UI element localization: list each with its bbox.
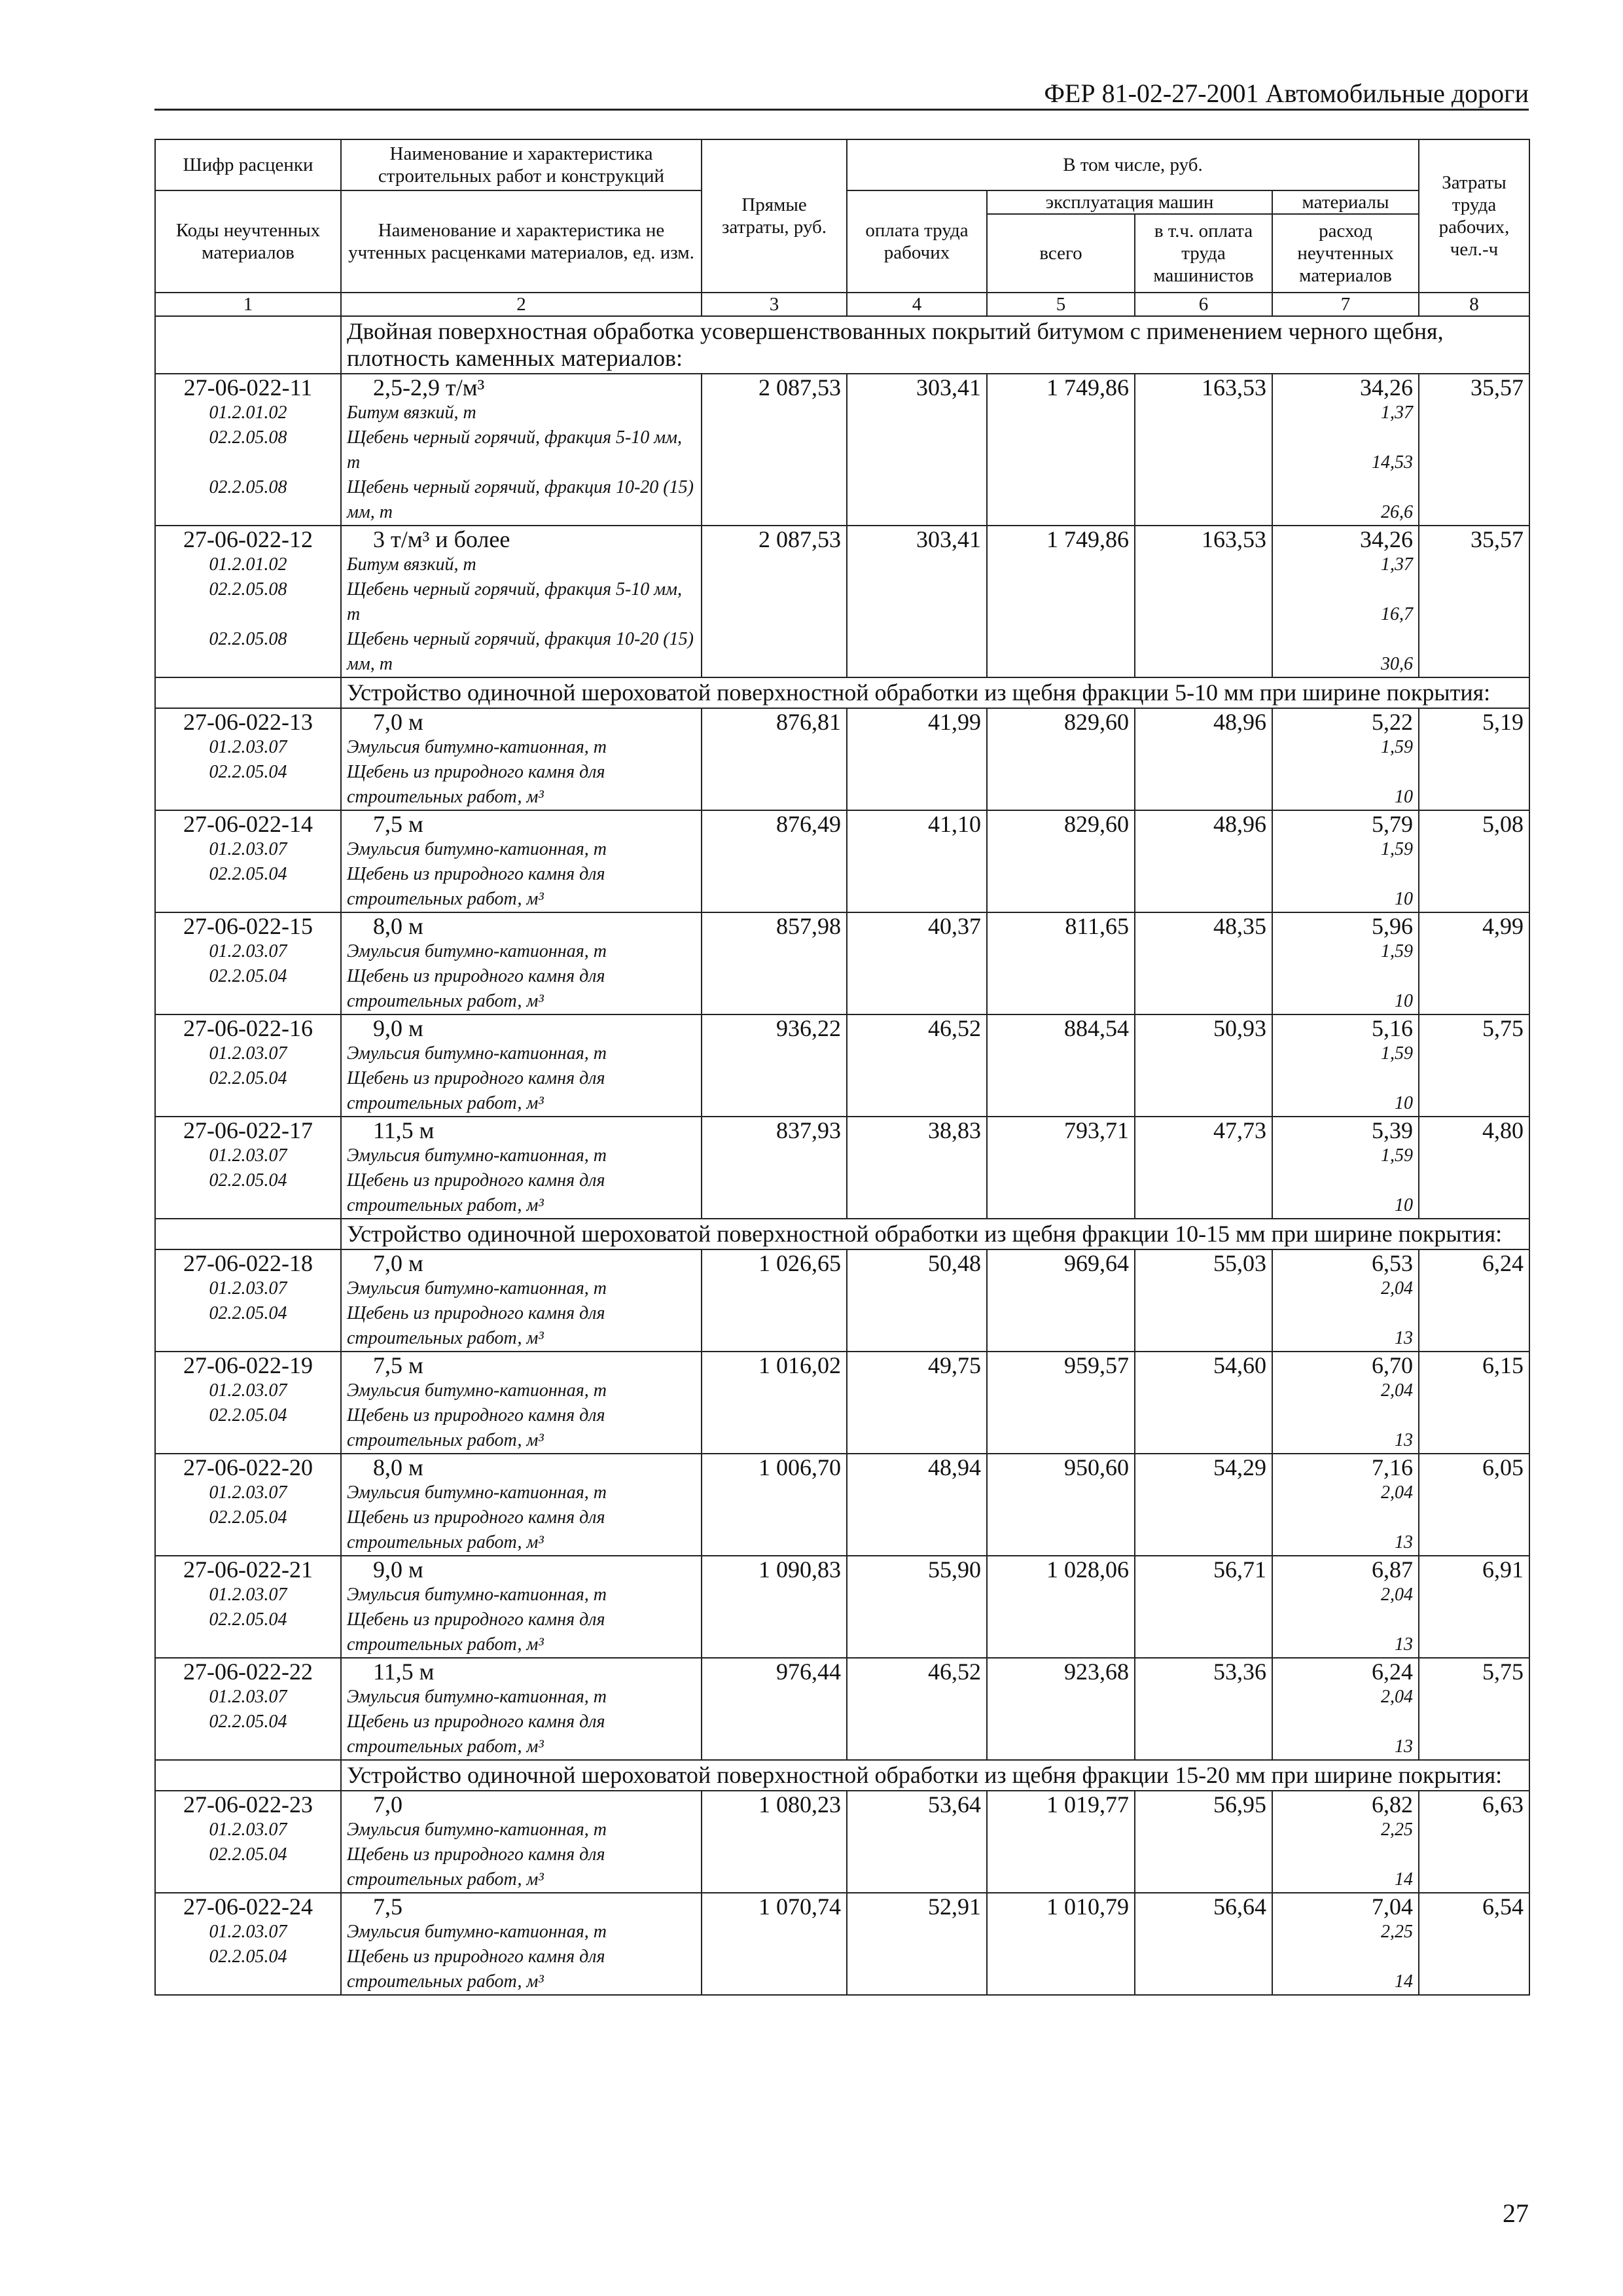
- material-quantity: 13: [1395, 1328, 1413, 1348]
- material-code: 01.2.03.07: [209, 1922, 287, 1942]
- labor-cost: 303,41: [847, 374, 987, 526]
- material-code: 02.2.05.04: [209, 1170, 287, 1191]
- machines-total: 1 749,86: [987, 526, 1135, 677]
- rate-name-cell: [341, 1556, 702, 1658]
- labor-hours: 6,54: [1419, 1893, 1529, 1995]
- machines-labor: 54,60: [1135, 1352, 1272, 1454]
- rate-name-cell: [341, 374, 702, 526]
- material-name: Щебень из природного камня для строительных работ, м³: [347, 1405, 605, 1450]
- material-name: Щебень из природного камня для строительных работ, м³: [347, 1170, 605, 1215]
- material-quantity: 10: [1395, 889, 1413, 909]
- material-quantity: 1,59: [1381, 941, 1413, 961]
- labor-hours: 6,63: [1419, 1791, 1529, 1893]
- material-name: Эмульсия битумно-катионная, т: [347, 1278, 607, 1299]
- material-quantity: 26,6: [1381, 502, 1413, 522]
- labor-cost: 46,52: [847, 1014, 987, 1117]
- material-code: 01.2.03.07: [209, 737, 287, 757]
- materials-cell: [1272, 1352, 1419, 1454]
- material-name: Эмульсия битумно-катионная, т: [347, 1043, 607, 1064]
- material-name: Щебень из природного камня для строительных работ, м³: [347, 966, 605, 1011]
- material-name: Эмульсия битумно-катионная, т: [347, 1922, 607, 1942]
- direct-cost: 876,49: [702, 810, 847, 912]
- material-code: 01.2.03.07: [209, 1482, 287, 1503]
- rate-row: [155, 374, 1529, 526]
- rate-code: 27-06-022-15: [183, 913, 313, 939]
- material-name: Битум вязкий, т: [347, 554, 476, 575]
- direct-cost: 1 006,70: [702, 1454, 847, 1556]
- rate-name-cell: [341, 1014, 702, 1117]
- rate-code-cell: [155, 1454, 341, 1556]
- labor-cost: 303,41: [847, 526, 987, 677]
- rate-row: [155, 1556, 1529, 1658]
- material-name: Эмульсия битумно-катионная, т: [347, 1687, 607, 1707]
- table-body: [155, 316, 1529, 1995]
- direct-cost: 976,44: [702, 1658, 847, 1760]
- section-code-cell: [155, 316, 341, 374]
- rate-row: [155, 1791, 1529, 1893]
- materials-cell: [1272, 810, 1419, 912]
- materials-cost: 5,79: [1372, 811, 1413, 837]
- machines-labor: 48,96: [1135, 810, 1272, 912]
- rate-row: [155, 1352, 1529, 1454]
- materials-cell: [1272, 1658, 1419, 1760]
- material-code: 02.2.05.04: [209, 966, 287, 986]
- rate-name-cell: [341, 1117, 702, 1219]
- rate-name-cell: [341, 1454, 702, 1556]
- material-code: 02.2.05.04: [209, 1844, 287, 1865]
- material-name: Эмульсия битумно-катионная, т: [347, 1585, 607, 1605]
- material-name: Щебень черный горячий, фракция 5-10 мм, т: [347, 579, 683, 624]
- materials-cell: [1272, 1117, 1419, 1219]
- material-name: Эмульсия битумно-катионная, т: [347, 1820, 607, 1840]
- labor-hours: 6,24: [1419, 1249, 1529, 1352]
- rate-code-cell: [155, 1791, 341, 1893]
- materials-cost: 7,04: [1372, 1893, 1413, 1920]
- labor-cost: 46,52: [847, 1658, 987, 1760]
- material-code: 01.2.03.07: [209, 1585, 287, 1605]
- material-quantity: 10: [1395, 1195, 1413, 1215]
- rate-code-cell: [155, 374, 341, 526]
- labor-hours: 5,08: [1419, 810, 1529, 912]
- materials-cell: [1272, 708, 1419, 810]
- material-name: Щебень из природного камня для строительных работ, м³: [347, 1946, 605, 1992]
- rate-row: [155, 1249, 1529, 1352]
- material-quantity: 10: [1395, 1093, 1413, 1113]
- materials-cost: 5,16: [1372, 1015, 1413, 1041]
- material-quantity: 2,04: [1381, 1585, 1413, 1605]
- col-machines-total-header: всего: [987, 214, 1135, 293]
- material-quantity: 13: [1395, 1634, 1413, 1655]
- rate-row: [155, 1454, 1529, 1556]
- rate-name-cell: [341, 810, 702, 912]
- material-quantity: 2,25: [1381, 1820, 1413, 1840]
- material-code: 02.2.05.04: [209, 1068, 287, 1088]
- section-title: Устройство одиночной шероховатой поверхностной обработки из щебня фракции 15-20 мм при ширине покрытия:: [341, 1760, 1529, 1791]
- material-code: 01.2.01.02: [209, 554, 287, 575]
- material-quantity: 1,59: [1381, 1043, 1413, 1064]
- col-labor-cost-header: Затраты труда рабочих, чел.-ч: [1419, 139, 1529, 293]
- material-quantity: 1,59: [1381, 737, 1413, 757]
- labor-cost: 49,75: [847, 1352, 987, 1454]
- material-name: Щебень из природного камня для строительных работ, м³: [347, 1507, 605, 1552]
- col-materials-header: материалы: [1272, 190, 1419, 214]
- material-quantity: 14: [1395, 1869, 1413, 1890]
- material-quantity: 2,04: [1381, 1380, 1413, 1401]
- material-code: 01.2.01.02: [209, 403, 287, 423]
- machines-total: 959,57: [987, 1352, 1135, 1454]
- labor-cost: 55,90: [847, 1556, 987, 1658]
- machines-labor: 48,35: [1135, 912, 1272, 1014]
- section-row: [155, 1760, 1529, 1791]
- labor-hours: 5,75: [1419, 1014, 1529, 1117]
- rate-code: 27-06-022-22: [183, 1659, 313, 1685]
- material-quantity: 13: [1395, 1736, 1413, 1757]
- rate-row: [155, 912, 1529, 1014]
- materials-cell: [1272, 1454, 1419, 1556]
- material-code: 01.2.03.07: [209, 941, 287, 961]
- material-code: 02.2.05.08: [209, 579, 287, 600]
- material-code: 02.2.05.04: [209, 1712, 287, 1732]
- labor-cost: 41,99: [847, 708, 987, 810]
- col-name-header-bottom: Наименование и характеристика не учтенных расценками материалов, ед. изм.: [341, 190, 702, 293]
- material-quantity: 14,53: [1372, 452, 1413, 473]
- material-code: 01.2.03.07: [209, 1043, 287, 1064]
- material-code: 02.2.05.04: [209, 864, 287, 884]
- rate-name: 2,5-2,9 т/м³: [373, 374, 485, 401]
- direct-cost: 2 087,53: [702, 526, 847, 677]
- material-quantity: 13: [1395, 1430, 1413, 1450]
- material-quantity: 2,04: [1381, 1278, 1413, 1299]
- labor-hours: 35,57: [1419, 374, 1529, 526]
- material-quantity: 2,25: [1381, 1922, 1413, 1942]
- material-name: Эмульсия битумно-катионная, т: [347, 839, 607, 859]
- section-code-cell: [155, 1219, 341, 1249]
- rate-name: 7,5 м: [373, 811, 423, 837]
- rate-code: 27-06-022-19: [183, 1352, 313, 1378]
- direct-cost: 1 090,83: [702, 1556, 847, 1658]
- rate-code: 27-06-022-13: [183, 709, 313, 735]
- section-row: [155, 677, 1529, 708]
- col-number: 3: [702, 293, 847, 316]
- labor-cost: 40,37: [847, 912, 987, 1014]
- rate-code-cell: [155, 1658, 341, 1760]
- machines-total: 1 019,77: [987, 1791, 1135, 1893]
- rate-row: [155, 1117, 1529, 1219]
- rate-name: 11,5 м: [373, 1117, 435, 1143]
- col-labor-header: оплата труда рабочих: [847, 190, 987, 293]
- rate-row: [155, 810, 1529, 912]
- labor-cost: 38,83: [847, 1117, 987, 1219]
- col-number: 4: [847, 293, 987, 316]
- header-rule: [154, 109, 1529, 111]
- machines-labor: 53,36: [1135, 1658, 1272, 1760]
- col-number: 1: [155, 293, 341, 316]
- col-materials-sub-header: расход неучтенных материалов: [1272, 214, 1419, 293]
- rate-row: [155, 1893, 1529, 1995]
- materials-cost: 6,82: [1372, 1791, 1413, 1818]
- machines-labor: 56,64: [1135, 1893, 1272, 1995]
- machines-labor: 163,53: [1135, 526, 1272, 677]
- labor-hours: 5,75: [1419, 1658, 1529, 1760]
- rate-name: 11,5 м: [373, 1659, 435, 1685]
- material-name: Щебень черный горячий, фракция 10-20 (15) мм, т: [347, 477, 694, 522]
- material-code: 02.2.05.04: [209, 1303, 287, 1323]
- section-code-cell: [155, 1760, 341, 1791]
- rate-code-cell: [155, 810, 341, 912]
- rate-name: 7,0 м: [373, 709, 423, 735]
- material-quantity: 2,04: [1381, 1482, 1413, 1503]
- rate-name-cell: [341, 526, 702, 677]
- labor-hours: 4,99: [1419, 912, 1529, 1014]
- material-code: 01.2.03.07: [209, 1380, 287, 1401]
- rate-code-cell: [155, 526, 341, 677]
- material-name: Эмульсия битумно-катионная, т: [347, 1380, 607, 1401]
- rate-row: [155, 526, 1529, 677]
- materials-cell: [1272, 374, 1419, 526]
- direct-cost: 876,81: [702, 708, 847, 810]
- section-code-cell: [155, 677, 341, 708]
- direct-cost: 1 016,02: [702, 1352, 847, 1454]
- material-code: 02.2.05.08: [209, 427, 287, 448]
- labor-cost: 53,64: [847, 1791, 987, 1893]
- machines-total: 969,64: [987, 1249, 1135, 1352]
- material-quantity: 1,59: [1381, 839, 1413, 859]
- section-title: Устройство одиночной шероховатой поверхностной обработки из щебня фракции 5-10 мм при ширине покрытия:: [341, 677, 1529, 708]
- document-header: ФЕР 81-02-27-2001 Автомобильные дороги: [1044, 79, 1529, 108]
- machines-total: 829,60: [987, 810, 1135, 912]
- machines-total: 1 749,86: [987, 374, 1135, 526]
- machines-labor: 56,71: [1135, 1556, 1272, 1658]
- materials-cell: [1272, 912, 1419, 1014]
- col-cipher-header: Шифр расценки: [155, 139, 341, 190]
- material-quantity: 1,59: [1381, 1145, 1413, 1166]
- machines-labor: 55,03: [1135, 1249, 1272, 1352]
- material-code: 01.2.03.07: [209, 1278, 287, 1299]
- labor-cost: 41,10: [847, 810, 987, 912]
- rate-name-cell: [341, 1658, 702, 1760]
- rate-row: [155, 708, 1529, 810]
- materials-cost: 6,87: [1372, 1556, 1413, 1583]
- rate-name: 7,0: [373, 1791, 402, 1818]
- materials-cell: [1272, 1249, 1419, 1352]
- material-code: 02.2.05.04: [209, 1507, 287, 1528]
- materials-cost: 6,70: [1372, 1352, 1413, 1378]
- materials-cost: 5,22: [1372, 709, 1413, 735]
- labor-hours: 6,05: [1419, 1454, 1529, 1556]
- rate-code-cell: [155, 1014, 341, 1117]
- material-quantity: 30,6: [1381, 654, 1413, 674]
- rate-code-cell: [155, 1556, 341, 1658]
- direct-cost: 936,22: [702, 1014, 847, 1117]
- material-quantity: 13: [1395, 1532, 1413, 1552]
- labor-hours: 6,91: [1419, 1556, 1529, 1658]
- rate-code: 27-06-022-14: [183, 811, 313, 837]
- rate-name: 3 т/м³ и более: [373, 526, 510, 552]
- direct-cost: 1 080,23: [702, 1791, 847, 1893]
- col-direct-header: Прямые затраты, руб.: [702, 139, 847, 293]
- material-code: 01.2.03.07: [209, 1687, 287, 1707]
- material-quantity: 16,7: [1381, 604, 1413, 624]
- rate-name: 8,0 м: [373, 913, 423, 939]
- machines-total: 829,60: [987, 708, 1135, 810]
- table-head: [155, 139, 1529, 316]
- material-quantity: 10: [1395, 991, 1413, 1011]
- materials-cell: [1272, 1791, 1419, 1893]
- material-name: Щебень из природного камня для строительных работ, м³: [347, 1609, 605, 1655]
- rate-code: 27-06-022-12: [183, 526, 313, 552]
- materials-cost: 7,16: [1372, 1454, 1413, 1480]
- materials-cost: 6,24: [1372, 1659, 1413, 1685]
- section-title: Двойная поверхностная обработка усовершенствованных покрытий битумом с применением черного щебня, плотность каменных материалов:: [341, 316, 1529, 374]
- col-machines-header: эксплуатация машин: [987, 190, 1272, 214]
- col-number: 6: [1135, 293, 1272, 316]
- material-name: Щебень из природного камня для строительных работ, м³: [347, 762, 605, 807]
- column-number-row: [155, 293, 1529, 316]
- material-code: 02.2.05.04: [209, 1609, 287, 1630]
- material-code: 02.2.05.04: [209, 1405, 287, 1426]
- machines-total: 793,71: [987, 1117, 1135, 1219]
- materials-cost: 34,26: [1360, 374, 1413, 401]
- machines-labor: 163,53: [1135, 374, 1272, 526]
- rate-code: 27-06-022-23: [183, 1791, 313, 1818]
- machines-total: 811,65: [987, 912, 1135, 1014]
- machines-labor: 48,96: [1135, 708, 1272, 810]
- machines-labor: 47,73: [1135, 1117, 1272, 1219]
- material-quantity: 1,37: [1381, 403, 1413, 423]
- rate-code-cell: [155, 1249, 341, 1352]
- material-name: Эмульсия битумно-катионная, т: [347, 941, 607, 961]
- material-name: Щебень из природного камня для строительных работ, м³: [347, 1303, 605, 1348]
- material-code: 01.2.03.07: [209, 1145, 287, 1166]
- rate-code: 27-06-022-11: [183, 374, 313, 401]
- rate-code: 27-06-022-17: [183, 1117, 313, 1143]
- rate-code: 27-06-022-16: [183, 1015, 313, 1041]
- machines-total: 923,68: [987, 1658, 1135, 1760]
- material-code: 02.2.05.08: [209, 629, 287, 649]
- material-code: 02.2.05.08: [209, 477, 287, 497]
- rate-code-cell: [155, 708, 341, 810]
- rate-code: 27-06-022-21: [183, 1556, 313, 1583]
- rate-name-cell: [341, 1249, 702, 1352]
- rate-code-cell: [155, 912, 341, 1014]
- rate-code-cell: [155, 1117, 341, 1219]
- rate-code-cell: [155, 1352, 341, 1454]
- material-quantity: 10: [1395, 787, 1413, 807]
- material-code: 01.2.03.07: [209, 839, 287, 859]
- machines-total: 884,54: [987, 1014, 1135, 1117]
- machines-labor: 56,95: [1135, 1791, 1272, 1893]
- material-quantity: 2,04: [1381, 1687, 1413, 1707]
- materials-cost: 5,39: [1372, 1117, 1413, 1143]
- rate-name: 8,0 м: [373, 1454, 423, 1480]
- material-code: 02.2.05.04: [209, 1946, 287, 1967]
- col-number: 5: [987, 293, 1135, 316]
- rate-name-cell: [341, 1352, 702, 1454]
- rate-code: 27-06-022-20: [183, 1454, 313, 1480]
- labor-cost: 50,48: [847, 1249, 987, 1352]
- section-row: [155, 1219, 1529, 1249]
- col-name-header-top: Наименование и характеристика строительных работ и конструкций: [341, 139, 702, 190]
- material-name: Эмульсия битумно-катионная, т: [347, 1482, 607, 1503]
- section-row: [155, 316, 1529, 374]
- col-incl-header: В том числе, руб.: [847, 139, 1419, 190]
- rate-name: 9,0 м: [373, 1015, 423, 1041]
- material-name: Эмульсия битумно-катионная, т: [347, 737, 607, 757]
- material-name: Щебень из природного камня для строительных работ, м³: [347, 1068, 605, 1113]
- machines-labor: 50,93: [1135, 1014, 1272, 1117]
- rate-name: 9,0 м: [373, 1556, 423, 1583]
- materials-cell: [1272, 1014, 1419, 1117]
- rate-name: 7,5: [373, 1893, 402, 1920]
- col-machines-labor-header: в т.ч. оплата труда машинистов: [1135, 214, 1272, 293]
- machines-total: 1 028,06: [987, 1556, 1135, 1658]
- direct-cost: 1 026,65: [702, 1249, 847, 1352]
- material-name: Щебень из природного камня для строительных работ, м³: [347, 1844, 605, 1890]
- labor-cost: 52,91: [847, 1893, 987, 1995]
- col-number: 8: [1419, 293, 1529, 316]
- page-number: 27: [1503, 2198, 1529, 2228]
- rate-code-cell: [155, 1893, 341, 1995]
- rate-code: 27-06-022-24: [183, 1893, 313, 1920]
- rate-name-cell: [341, 912, 702, 1014]
- labor-hours: 35,57: [1419, 526, 1529, 677]
- rate-name-cell: [341, 1791, 702, 1893]
- material-name: Эмульсия битумно-катионная, т: [347, 1145, 607, 1166]
- machines-total: 950,60: [987, 1454, 1135, 1556]
- rate-row: [155, 1014, 1529, 1117]
- materials-cell: [1272, 1556, 1419, 1658]
- material-quantity: 14: [1395, 1971, 1413, 1992]
- material-code: 01.2.03.07: [209, 1820, 287, 1840]
- materials-cell: [1272, 1893, 1419, 1995]
- col-number: 7: [1272, 293, 1419, 316]
- rate-name: 7,0 м: [373, 1250, 423, 1276]
- rate-row: [155, 1658, 1529, 1760]
- materials-cost: 34,26: [1360, 526, 1413, 552]
- rates-table: [154, 139, 1530, 1996]
- material-name: Щебень черный горячий, фракция 10-20 (15) мм, т: [347, 629, 694, 674]
- labor-hours: 4,80: [1419, 1117, 1529, 1219]
- direct-cost: 2 087,53: [702, 374, 847, 526]
- section-title: Устройство одиночной шероховатой поверхностной обработки из щебня фракции 10-15 мм при ширине покрытия:: [341, 1219, 1529, 1249]
- direct-cost: 837,93: [702, 1117, 847, 1219]
- labor-hours: 5,19: [1419, 708, 1529, 810]
- machines-labor: 54,29: [1135, 1454, 1272, 1556]
- direct-cost: 1 070,74: [702, 1893, 847, 1995]
- material-name: Битум вязкий, т: [347, 403, 476, 423]
- material-code: 02.2.05.04: [209, 762, 287, 782]
- rate-name-cell: [341, 1893, 702, 1995]
- col-codes-header: Коды неучтенных материалов: [155, 190, 341, 293]
- materials-cell: [1272, 526, 1419, 677]
- material-name: Щебень из природного камня для строительных работ, м³: [347, 1712, 605, 1757]
- labor-cost: 48,94: [847, 1454, 987, 1556]
- labor-hours: 6,15: [1419, 1352, 1529, 1454]
- material-name: Щебень из природного камня для строительных работ, м³: [347, 864, 605, 909]
- rate-name: 7,5 м: [373, 1352, 423, 1378]
- materials-cost: 6,53: [1372, 1250, 1413, 1276]
- material-name: Щебень черный горячий, фракция 5-10 мм, т: [347, 427, 683, 473]
- direct-cost: 857,98: [702, 912, 847, 1014]
- rate-name-cell: [341, 708, 702, 810]
- machines-total: 1 010,79: [987, 1893, 1135, 1995]
- materials-cost: 5,96: [1372, 913, 1413, 939]
- material-quantity: 1,37: [1381, 554, 1413, 575]
- col-number: 2: [341, 293, 702, 316]
- rate-code: 27-06-022-18: [183, 1250, 313, 1276]
